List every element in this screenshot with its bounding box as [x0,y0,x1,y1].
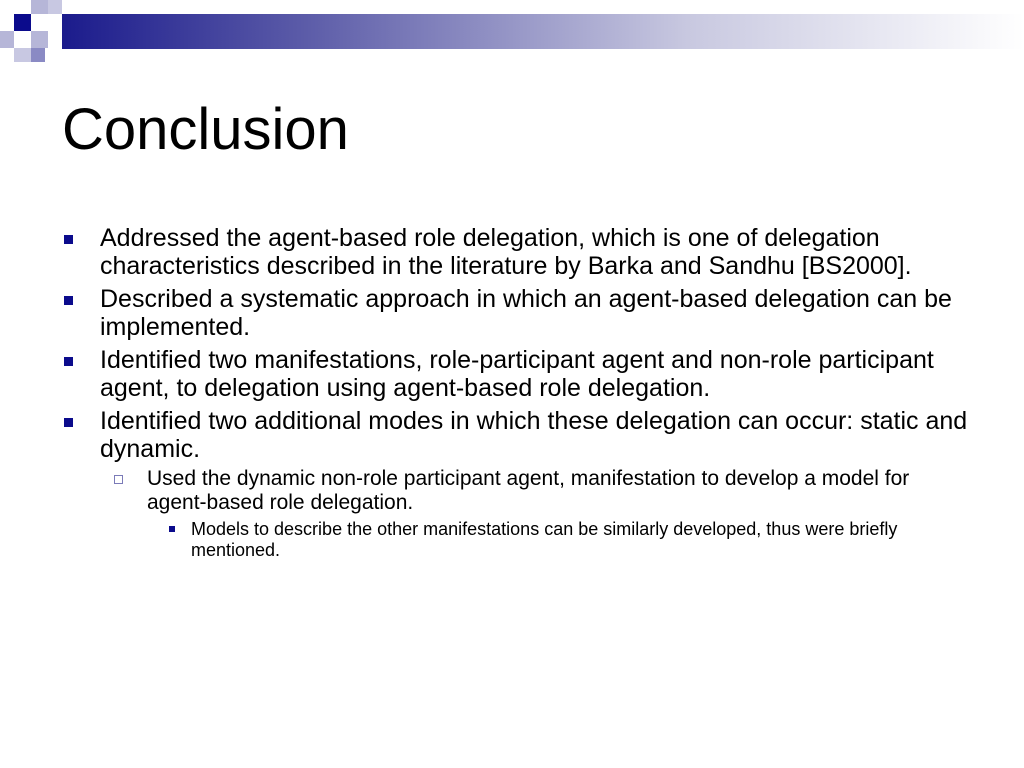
bullet-item [62,224,972,280]
bullet-text: Identified two manifestations, role-participant agent and non-role participant agent, to delegation using agent-based role delegation. [100,346,934,402]
header-square-light [0,31,14,48]
hollow-square-bullet-icon [114,475,123,484]
sub-sub-bullet-text: Models to describe the other manifestations can be similarly developed, thus were briefly mentioned. [191,519,898,560]
bullet-item [62,346,972,402]
slide-title: Conclusion [62,97,349,162]
bullet-item [62,285,972,341]
bullet-text: Described a systematic approach in which an agent-based delegation can be implemented. [100,285,952,341]
header-square-light [48,0,62,14]
bullet-list [62,224,972,566]
header-square-light [14,48,31,62]
header-square-mid [31,48,45,62]
sub-bullet-text: Used the dynamic non-role participant agent, manifestation to develop a model for agent-based role delegation. [147,467,910,514]
header-square-light [31,31,48,48]
bullet-item [62,407,972,561]
square-bullet-icon [64,296,73,305]
sub-sub-bullet-list [147,519,972,561]
sub-bullet-item [109,467,972,561]
square-bullet-icon [64,235,73,244]
header-square-light [31,0,48,14]
bullet-text: Identified two additional modes in which these delegation can occur: static and dynamic. [100,407,968,463]
bullet-text: Addressed the agent-based role delegation, which is one of delegation characteristics described in the literature by Barka and Sandhu [BS2000]. [100,224,912,280]
header-gradient-band [62,14,1024,49]
small-square-bullet-icon [169,526,175,532]
sub-sub-bullet-item [155,519,972,561]
header-square-dark [14,14,31,31]
sub-bullet-list [100,467,972,561]
square-bullet-icon [64,357,73,366]
square-bullet-icon [64,418,73,427]
